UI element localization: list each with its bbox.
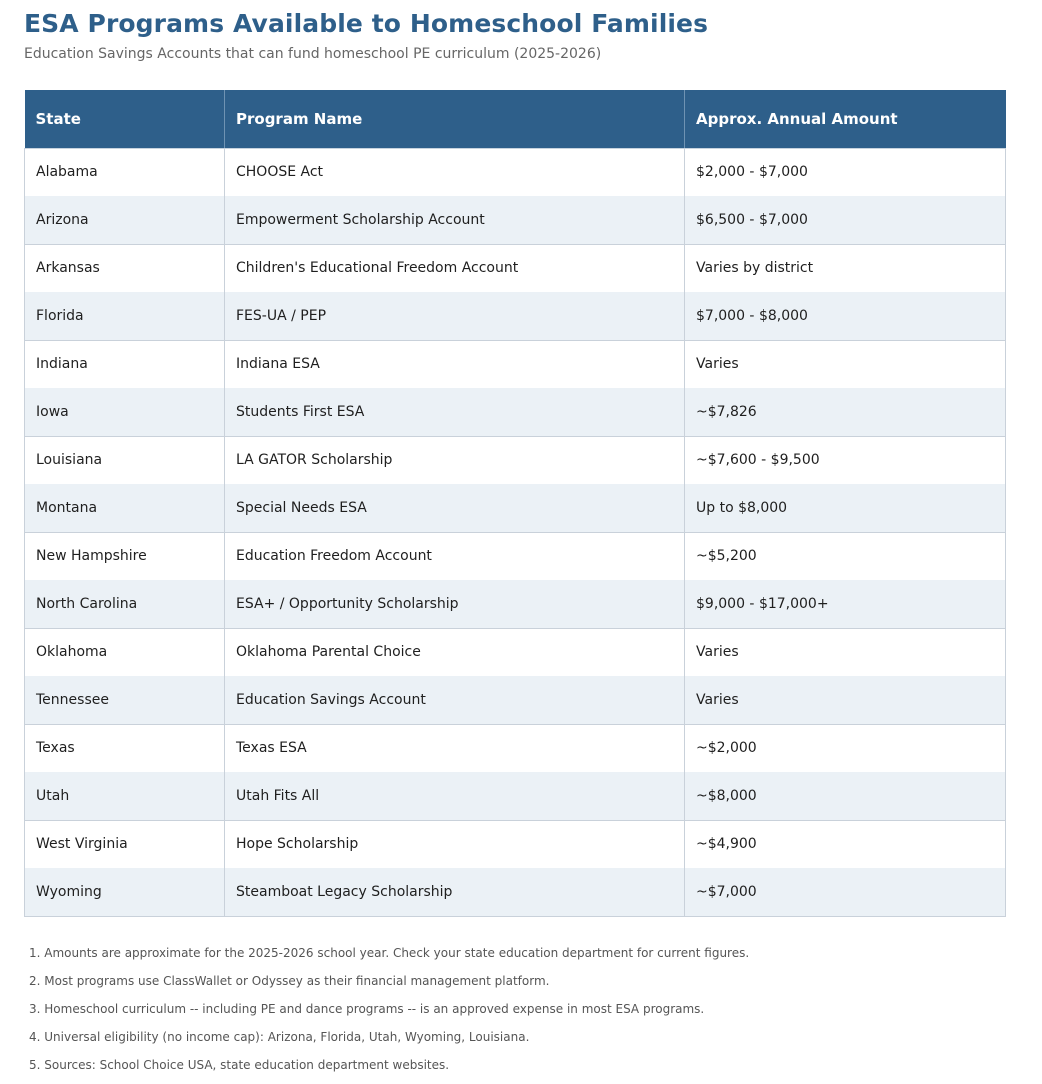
table-row bbox=[25, 388, 1006, 436]
cell-program-name: Children's Educational Freedom Account bbox=[225, 244, 685, 292]
table-row bbox=[25, 484, 1006, 532]
table-row bbox=[25, 676, 1006, 724]
footnote-item: 5. Sources: School Choice USA, state education department websites. bbox=[29, 1058, 450, 1072]
cell-state: Wyoming bbox=[25, 868, 225, 916]
cell-program-name: Education Savings Account bbox=[225, 676, 685, 724]
cell-annual-amount: $9,000 - $17,000+ bbox=[685, 580, 1006, 628]
footnote-item: 2. Most programs use ClassWallet or Odyssey as their financial management platform. bbox=[29, 974, 550, 988]
footnotes bbox=[29, 943, 749, 1083]
cell-state: Florida bbox=[25, 292, 225, 340]
table-row bbox=[25, 196, 1006, 244]
table-header bbox=[25, 90, 1006, 148]
cell-state: Texas bbox=[25, 724, 225, 772]
table-row bbox=[25, 724, 1006, 772]
cell-annual-amount: $7,000 - $8,000 bbox=[685, 292, 1006, 340]
table-row bbox=[25, 580, 1006, 628]
cell-annual-amount: $2,000 - $7,000 bbox=[685, 148, 1006, 196]
footnote-item: 3. Homeschool curriculum -- including PE and dance programs -- is an approved expense in most ESA programs. bbox=[29, 1002, 705, 1016]
table-row bbox=[25, 340, 1006, 388]
esa-programs-table bbox=[24, 90, 1006, 917]
cell-program-name: Hope Scholarship bbox=[225, 820, 685, 868]
cell-annual-amount: ~$7,600 - $9,500 bbox=[685, 436, 1006, 484]
cell-state: Louisiana bbox=[25, 436, 225, 484]
cell-state: Iowa bbox=[25, 388, 225, 436]
cell-program-name: Indiana ESA bbox=[225, 340, 685, 388]
cell-annual-amount: ~$4,900 bbox=[685, 820, 1006, 868]
table-row bbox=[25, 148, 1006, 196]
cell-program-name: LA GATOR Scholarship bbox=[225, 436, 685, 484]
cell-state: Arizona bbox=[25, 196, 225, 244]
column-header-annual-amount: Approx. Annual Amount bbox=[685, 90, 1006, 148]
cell-state: North Carolina bbox=[25, 580, 225, 628]
table-row bbox=[25, 868, 1006, 916]
cell-state: Arkansas bbox=[25, 244, 225, 292]
cell-state: West Virginia bbox=[25, 820, 225, 868]
table-row bbox=[25, 820, 1006, 868]
column-header-state: State bbox=[25, 90, 225, 148]
cell-annual-amount: ~$5,200 bbox=[685, 532, 1006, 580]
footnote-item: 4. Universal eligibility (no income cap): Arizona, Florida, Utah, Wyoming, Louisiana. bbox=[29, 1030, 530, 1044]
cell-state: Alabama bbox=[25, 148, 225, 196]
cell-program-name: Steamboat Legacy Scholarship bbox=[225, 868, 685, 916]
cell-program-name: Students First ESA bbox=[225, 388, 685, 436]
cell-program-name: Utah Fits All bbox=[225, 772, 685, 820]
cell-annual-amount: Varies bbox=[685, 628, 1006, 676]
cell-program-name: Texas ESA bbox=[225, 724, 685, 772]
cell-annual-amount: ~$8,000 bbox=[685, 772, 1006, 820]
cell-annual-amount: Varies bbox=[685, 340, 1006, 388]
cell-state: Tennessee bbox=[25, 676, 225, 724]
table-body bbox=[25, 148, 1006, 916]
table-header-row bbox=[25, 90, 1006, 148]
cell-program-name: Empowerment Scholarship Account bbox=[225, 196, 685, 244]
cell-state: Utah bbox=[25, 772, 225, 820]
table-row bbox=[25, 244, 1006, 292]
cell-state: Indiana bbox=[25, 340, 225, 388]
cell-program-name: ESA+ / Opportunity Scholarship bbox=[225, 580, 685, 628]
cell-annual-amount: $6,500 - $7,000 bbox=[685, 196, 1006, 244]
cell-program-name: Oklahoma Parental Choice bbox=[225, 628, 685, 676]
cell-annual-amount: Varies bbox=[685, 676, 1006, 724]
column-header-program-name: Program Name bbox=[225, 90, 685, 148]
cell-annual-amount: Up to $8,000 bbox=[685, 484, 1006, 532]
table-row bbox=[25, 628, 1006, 676]
cell-program-name: FES-UA / PEP bbox=[225, 292, 685, 340]
cell-state: New Hampshire bbox=[25, 532, 225, 580]
page-title: ESA Programs Available to Homeschool Families bbox=[24, 9, 709, 38]
table-row bbox=[25, 292, 1006, 340]
cell-program-name: Education Freedom Account bbox=[225, 532, 685, 580]
cell-annual-amount: ~$7,000 bbox=[685, 868, 1006, 916]
cell-program-name: CHOOSE Act bbox=[225, 148, 685, 196]
cell-annual-amount: ~$7,826 bbox=[685, 388, 1006, 436]
table-row bbox=[25, 436, 1006, 484]
cell-state: Montana bbox=[25, 484, 225, 532]
cell-annual-amount: Varies by district bbox=[685, 244, 1006, 292]
cell-annual-amount: ~$2,000 bbox=[685, 724, 1006, 772]
table-row bbox=[25, 532, 1006, 580]
cell-program-name: Special Needs ESA bbox=[225, 484, 685, 532]
table-row bbox=[25, 772, 1006, 820]
footnote-item: 1. Amounts are approximate for the 2025-2026 school year. Check your state education department for current figures. bbox=[29, 946, 750, 960]
page-subtitle: Education Savings Accounts that can fund homeschool PE curriculum (2025-2026) bbox=[24, 46, 602, 62]
cell-state: Oklahoma bbox=[25, 628, 225, 676]
